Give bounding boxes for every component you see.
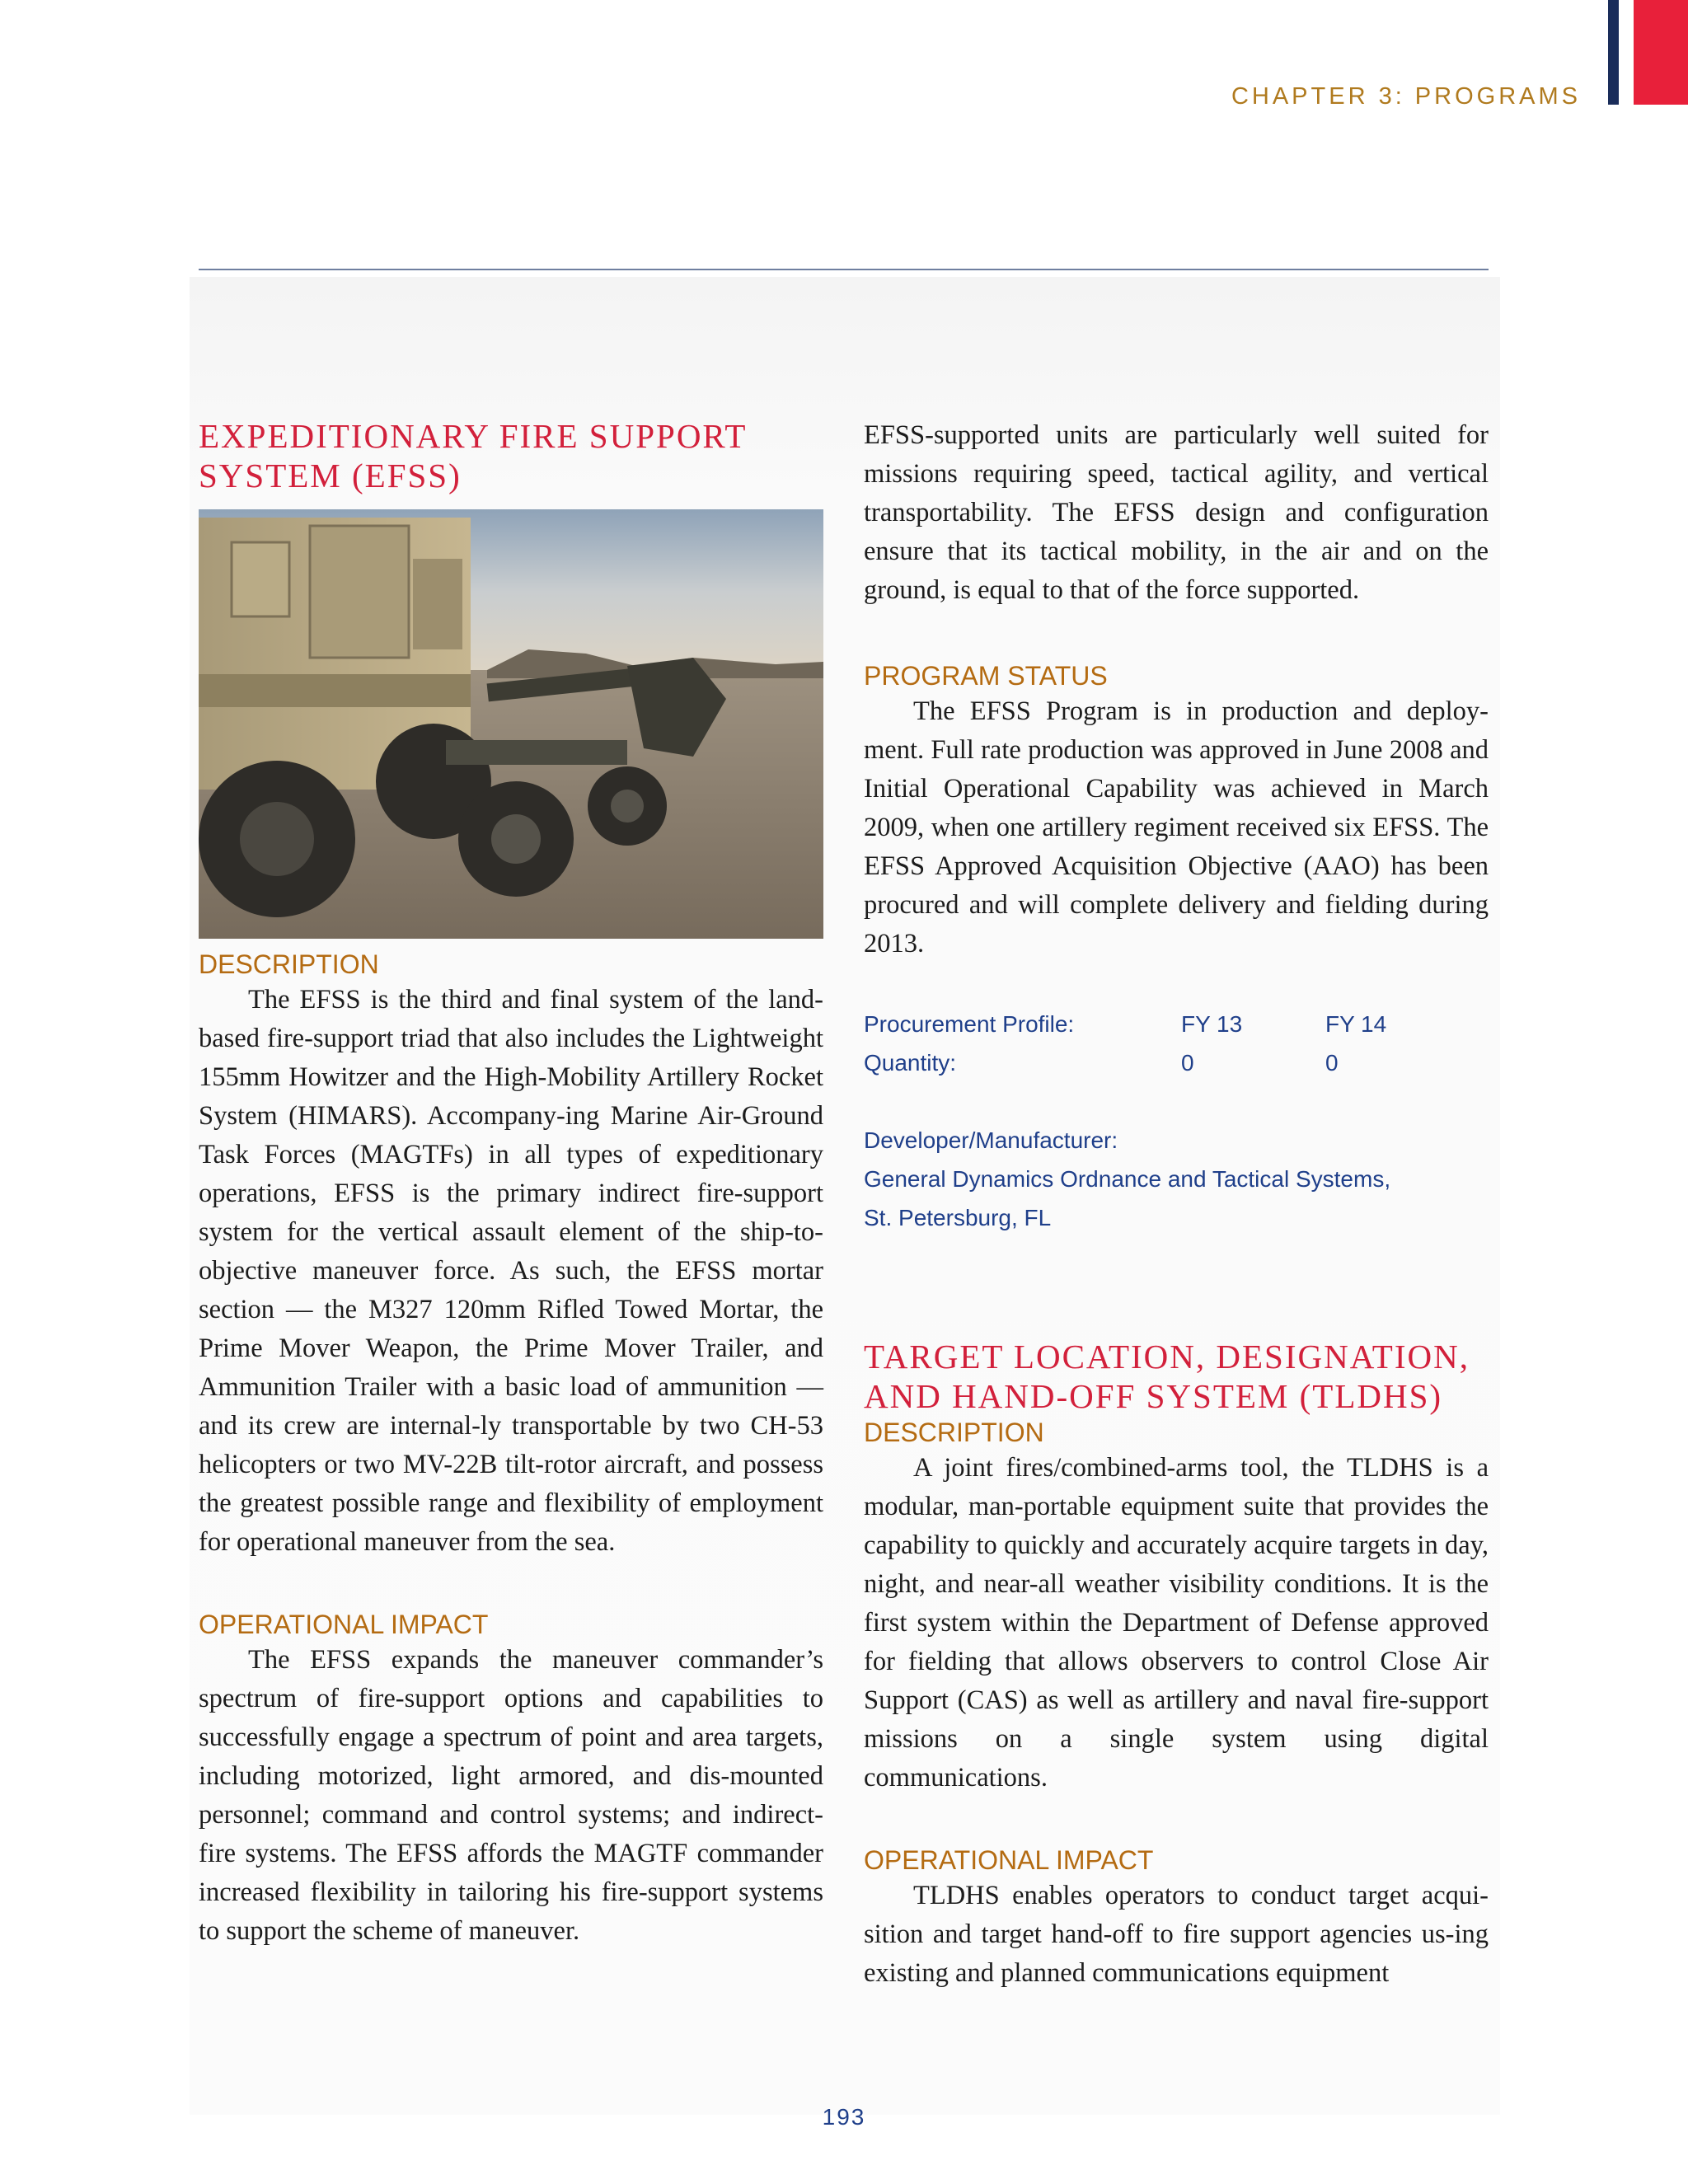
- procurement-fy2: FY 14: [1325, 1011, 1387, 1037]
- procurement-header-row: [864, 1005, 1489, 1043]
- tldhs-description-heading: DESCRIPTION: [864, 1418, 1044, 1447]
- right-column-tldhs: [864, 1337, 1489, 1993]
- quantity-fy1: 0: [1181, 1050, 1194, 1076]
- efss-status-heading: PROGRAM STATUS: [864, 661, 1108, 691]
- efss-title-line2: SYSTEM (EFSS): [199, 457, 462, 494]
- efss-impact-heading: OPERATIONAL IMPACT: [199, 1610, 489, 1639]
- efss-impact-continued: EFSS-supported units are particularly well suited for missions requiring speed, tactical agility, and vertical transportability. The EFSS design and configuration ensure that its tactical mobility, in the air and on the ground, is equal to that of the force supported.: [864, 420, 1489, 605]
- header-tab-blue: [1608, 0, 1619, 105]
- tldhs-title-line2: AND HAND-OFF SYSTEM (TLDHS): [864, 1377, 1443, 1415]
- procurement-fy1: FY 13: [1181, 1011, 1243, 1037]
- tldhs-impact-text: TLDHS enables operators to conduct target acqui-sition and target hand-off to fire support agencies us-ing existing and planned communications equipment: [864, 1881, 1489, 1988]
- efss-title-line1: EXPEDITIONARY FIRE SUPPORT: [199, 417, 748, 455]
- efss-title: [199, 416, 823, 495]
- tldhs-title: [864, 1337, 1489, 1416]
- procurement-table: [864, 1005, 1489, 1237]
- tldhs-description-text: A joint fires/combined-arms tool, the TLDHS is a modular, man-portable equipment suite that provides the capability to quickly and accurately acquire targets in day, night, and near-all weather visibility conditions. It is the first system within the Department of Defense approved for fielding that allows observers to control Close Air Support (CAS) as well as artillery and naval fire-support missions on a single system using digital communications.: [864, 1453, 1489, 1793]
- right-column: [864, 416, 1489, 1237]
- quantity-label: Quantity:: [864, 1050, 957, 1076]
- efss-status-text: The EFSS Program is in production and deploy-ment. Full rate production was approved in June 2008 and Initial Operational Capability was achieved in March 2009, when one artillery regiment received six EFSS. The EFSS Approved Acquisition Objective (AAO) has been procured and will complete delivery and fielding during 2013.: [864, 696, 1489, 958]
- developer-line2: St. Petersburg, FL: [864, 1205, 1052, 1230]
- developer-line1: General Dynamics Ordnance and Tactical Systems,: [864, 1166, 1391, 1192]
- efss-description-text: The EFSS is the third and final system of the land-based fire-support triad that also includes the Lightweight 155mm Howitzer and the High-Mobility Artillery Rocket System (HIMARS). Accompany-ing Marine Air-Ground Task Forces (MAGTFs) in all types of expeditionary operations, EFSS is the primary indirect fire-support system for the vertical assault element of the ship-to-objective maneuver force. As such, the EFSS mortar section — the M327 120mm Rifled Towed Mortar, the Prime Mover Weapon, the Prime Mover Trailer, and Ammunition Trailer with a basic load of ammunition — and its crew are internal-ly transportable by two CH-53 helicopters or two MV-22B tilt-rotor aircraft, and possess the greatest possible range and flexibility of employment for operational maneuver from the sea.: [199, 985, 823, 1557]
- procurement-label: Procurement Profile:: [864, 1011, 1075, 1037]
- efss-impact-text: The EFSS expands the maneuver commander’s spectrum of fire-support options and capabilities to successfully engage a spectrum of point and area targets, including motorized, light armored, and dis-mounted personnel; command and control systems; and indirect-fire systems. The EFSS affords the MAGTF commander increased flexibility in tailoring his fire-support systems to support the scheme of maneuver.: [199, 1645, 823, 1946]
- tldhs-title-line1: TARGET LOCATION, DESIGNATION,: [864, 1338, 1470, 1376]
- developer-label: Developer/Manufacturer:: [864, 1127, 1118, 1153]
- header-tab-red: [1634, 0, 1688, 105]
- left-column-body: [199, 948, 823, 1951]
- procurement-quantity-row: [864, 1043, 1489, 1082]
- tldhs-impact-heading: OPERATIONAL IMPACT: [864, 1845, 1154, 1875]
- quantity-fy2: 0: [1325, 1050, 1339, 1076]
- efss-description-heading: DESCRIPTION: [199, 949, 379, 979]
- efss-photo: [199, 509, 823, 939]
- page-number: 193: [822, 2104, 866, 2130]
- chapter-heading: CHAPTER 3: PROGRAMS: [1231, 83, 1581, 110]
- left-column: [199, 416, 823, 495]
- header-rule: [199, 269, 1489, 270]
